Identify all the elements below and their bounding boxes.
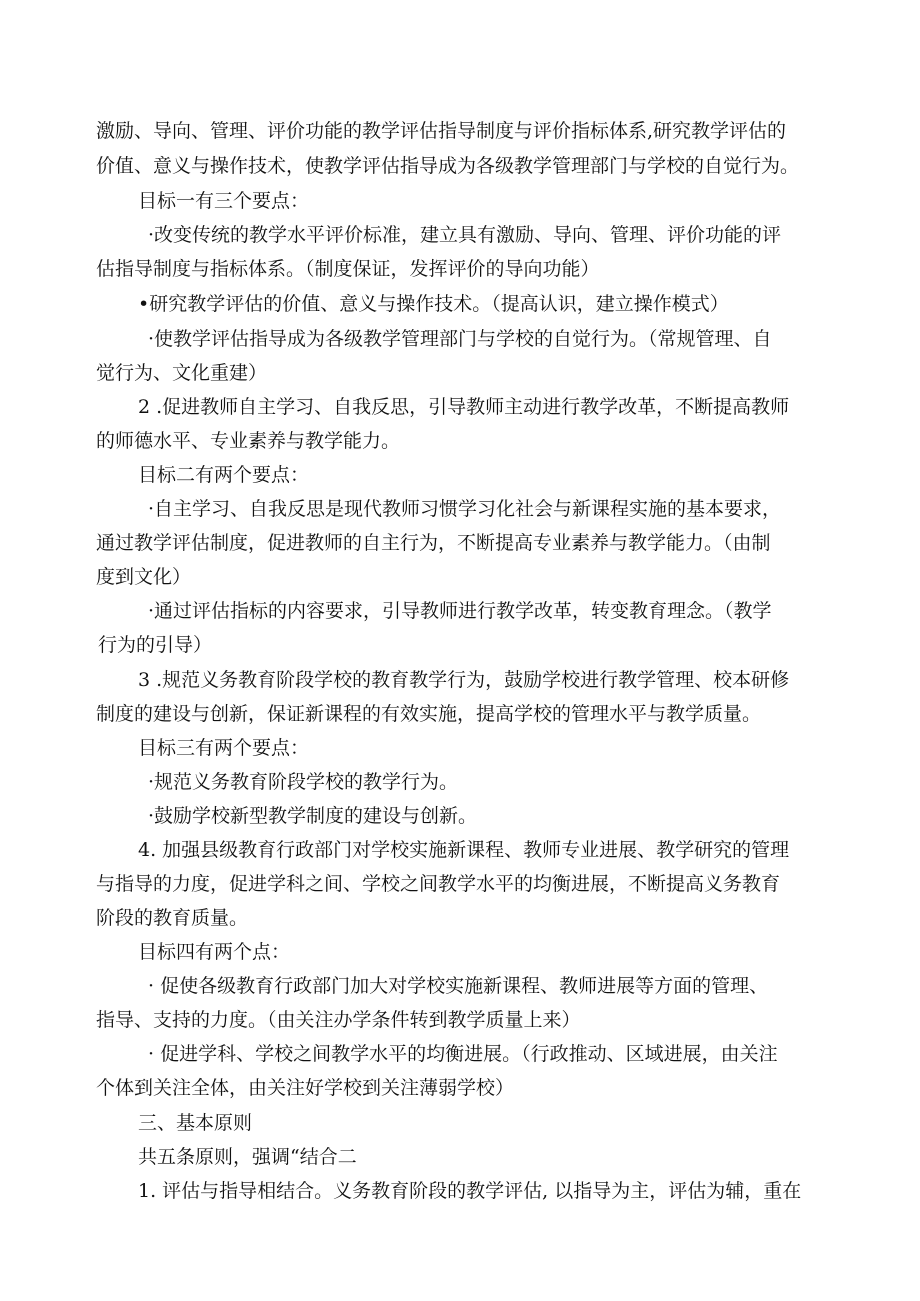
text-line: 目标一有三个要点： <box>138 190 310 212</box>
text-line: 与指导的力度，促进学科之间、学校之间教学水平的均衡进展，不断提高义务教育 <box>96 873 781 895</box>
bullet-item: · 促使各级教育行政部门加大对学校实施新课程、教师进展等方面的管理、 <box>148 975 769 997</box>
numbered-item: 3 .规范义务教育阶段学校的教育教学行为，鼓励学校进行教学管理、校本研修 <box>138 669 790 691</box>
numbered-item: 4. 加强县级教育行政部门对学校实施新课程、教师专业进展、教学研究的管理 <box>138 839 790 861</box>
text-line: 的师德水平、专业素养与教学能力。 <box>96 430 401 452</box>
text-line: 激励、导向、管理、评价功能的教学评估指导制度与评价指标体系,研究教学评估的 <box>96 120 787 142</box>
text-line: 阶段的教育质量。 <box>96 907 249 929</box>
numbered-item: 1. 评估与指导相结合。义务教育阶段的教学评估, 以指导为主，评估为辅，重在 <box>138 1180 802 1202</box>
text-line: 目标三有两个要点： <box>138 737 310 759</box>
text-line: 共五条原则，强调“结合二 <box>138 1146 357 1168</box>
text-line: 个体到关注全体，由关注好学校到关注薄弱学校） <box>96 1077 515 1099</box>
bullet-item: ·使教学评估指导成为各级教学管理部门与学校的自觉行为。（常规管理、自 <box>148 328 772 350</box>
text-line: 目标二有两个要点： <box>138 464 310 486</box>
bullet-item: ·规范义务教育阶段学校的教学行为。 <box>148 771 459 793</box>
numbered-item: 2 .促进教师自主学习、自我反思，引导教师主动进行教学改革，不断提高教师 <box>138 396 790 418</box>
bullet-item: ·通过评估指标的内容要求，引导教师进行教学改革，转变教育理念。（教学 <box>148 600 772 622</box>
text-line: 目标四有两个点： <box>138 941 291 963</box>
bullet-item: ·自主学习、自我反思是现代教师习惯学习化社会与新课程实施的基本要求， <box>148 498 782 520</box>
text-line: 价值、意义与操作技术，使教学评估指导成为各级教学管理部门与学校的自觉行为。 <box>96 155 800 177</box>
text-line: 通过教学评估制度，促进教师的自主行为，不断提高专业素养与教学能力。（由制 <box>96 532 771 554</box>
bullet-item: ·改变传统的教学水平评价标准，建立具有激励、导向、管理、评价功能的评 <box>148 224 782 246</box>
section-heading: 三、基本原则 <box>138 1112 253 1134</box>
bullet-item: •研究教学评估的价值、意义与操作技术。（提高认识，建立操作模式） <box>138 293 729 315</box>
text-line: 度到文化） <box>96 566 192 588</box>
text-line: 觉行为、文化重建） <box>96 362 268 384</box>
text-line: 制度的建设与创新，保证新课程的有效实施，提高学校的管理水平与教学质量。 <box>96 703 762 725</box>
bullet-item: ·鼓励学校新型教学制度的建设与创新。 <box>148 805 478 827</box>
text-line: 估指导制度与指标体系。（制度保证，发挥评价的导向功能） <box>96 258 600 280</box>
bullet-item: · 促进学科、学校之间教学水平的均衡进展。（行政推动、区域进展，由关注 <box>148 1043 778 1065</box>
text-line: 指导、支持的力度。（由关注办学条件转到教学质量上来） <box>96 1009 581 1031</box>
text-line: 行为的引导） <box>98 634 213 656</box>
